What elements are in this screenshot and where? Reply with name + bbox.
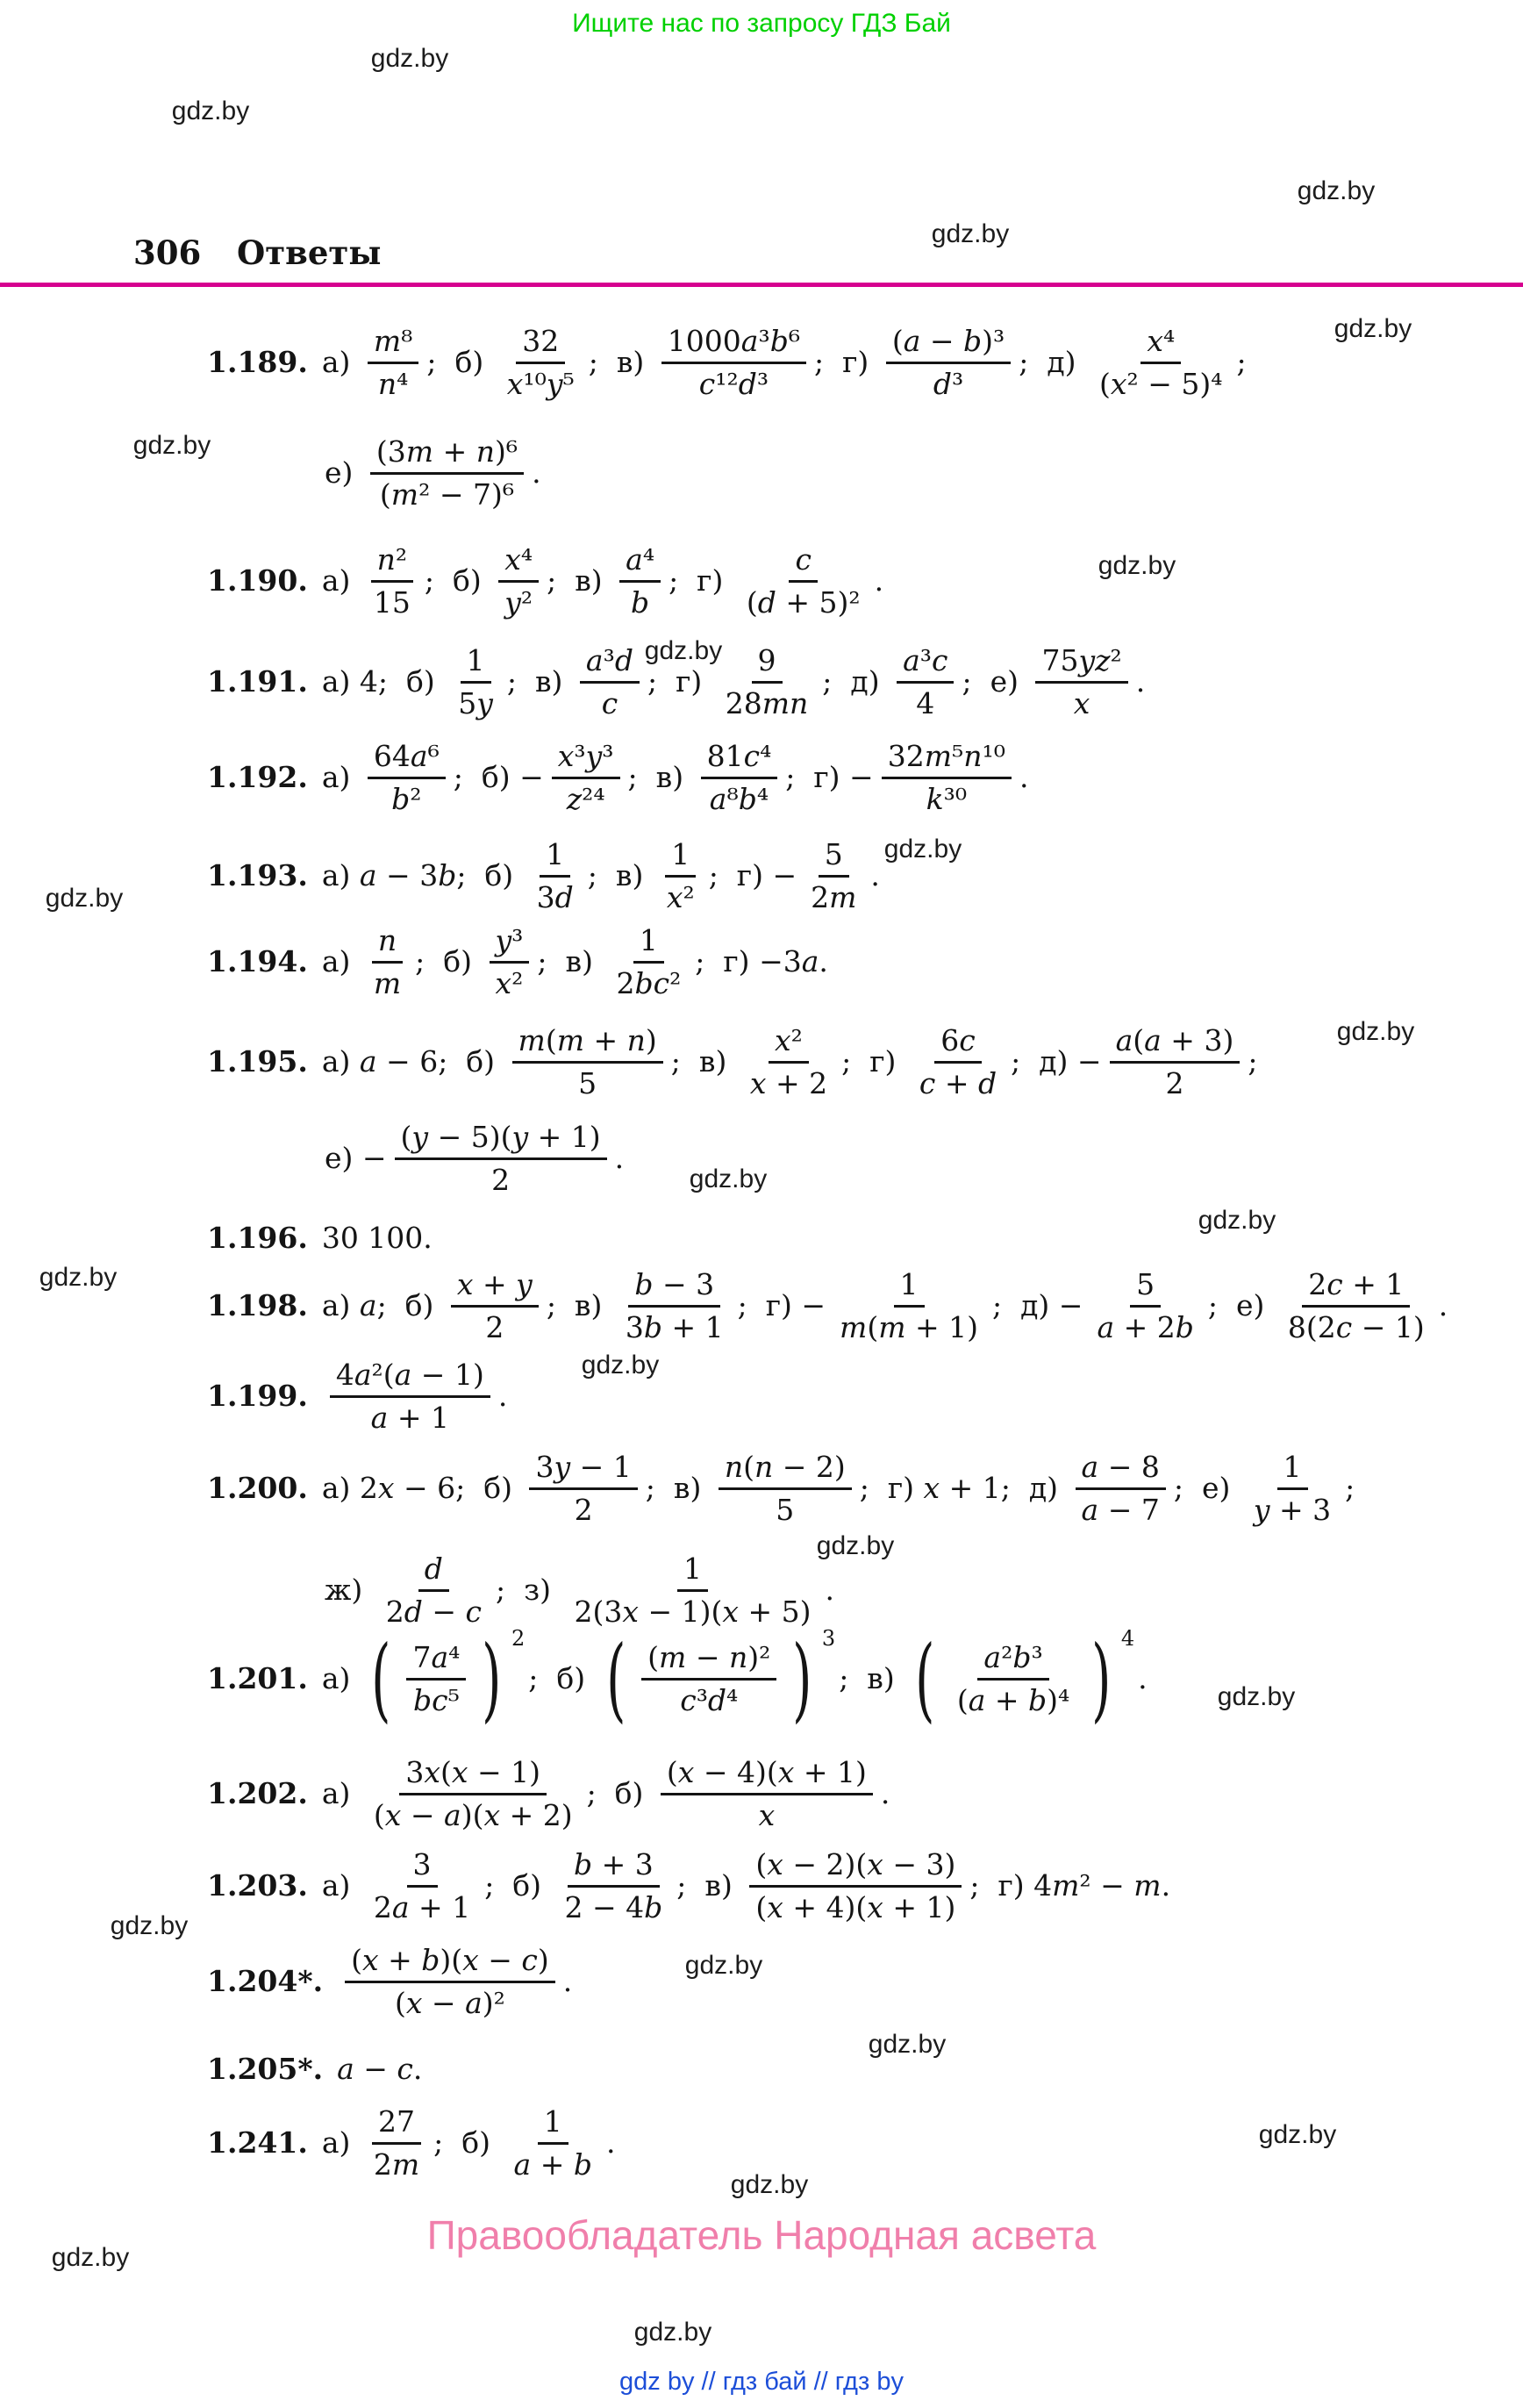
- fraction: $\frac{\text{n²}}{15}$: [368, 542, 417, 620]
- gdz-watermark: gdz.by: [684, 1951, 763, 1980]
- answer-text: ; г): [669, 563, 733, 598]
- gdz-watermark: gdz.by: [868, 2030, 947, 2059]
- fraction: $\frac{1}{5y}$: [458, 643, 493, 720]
- answer-row: [207, 1267, 1448, 1344]
- fraction: $\frac{6c}{c + d}$: [919, 1023, 997, 1100]
- fraction: $\frac{32}{\text{x¹⁰y⁵}}$: [506, 324, 575, 401]
- answer-row: [207, 1755, 890, 1832]
- fraction: $\frac{\text{(m − n)²}}{\text{c³d⁴}}$: [641, 1640, 776, 1717]
- fraction: $\frac{\text{7a⁴}}{\text{bc⁵}}$: [406, 1640, 466, 1717]
- fraction: $\frac{d}{2d - c}$: [385, 1552, 482, 1629]
- gdz-watermark: gdz.by: [51, 2243, 130, 2272]
- fraction: $\frac{\text{(a − b)³}}{\text{d³}}$: [886, 324, 1011, 401]
- fraction: $\frac{1}{a + b}$: [513, 2104, 592, 2182]
- exponent: 3: [821, 1626, 836, 1651]
- answer-text: а): [321, 563, 360, 598]
- answer-text: .: [1019, 760, 1029, 795]
- answer-text: ; д) −: [992, 1288, 1083, 1323]
- gdz-watermark: gdz.by: [1334, 314, 1412, 343]
- answer-number: 1.194.: [207, 944, 308, 979]
- answer-text: .: [1438, 1288, 1448, 1323]
- fraction: $\frac{\text{a²b³}}{\text{(a + b)⁴}}$: [956, 1640, 1070, 1717]
- fraction: $\frac{\text{a⁴}}{b}$: [619, 542, 661, 620]
- answer-text: ; в): [547, 563, 612, 598]
- answer-number: 1.204*.: [207, 1964, 324, 1999]
- answer-number: 1.190.: [207, 563, 308, 598]
- gdz-watermark: gdz.by: [644, 636, 723, 665]
- answer-text: ; в): [839, 1661, 905, 1696]
- answer-text: а): [321, 1288, 360, 1323]
- gdz-watermark: gdz.by: [730, 2170, 809, 2199]
- math-expression: −3a: [759, 944, 819, 979]
- math-expression: a − 3b: [359, 858, 457, 893]
- fraction: $\frac{\text{x⁴}}{\text{y²}}$: [498, 542, 539, 620]
- fraction: $\frac{\text{x²}}{x + 2}$: [749, 1023, 828, 1100]
- answer-row: [207, 1023, 1257, 1100]
- answer-text: .: [412, 2052, 423, 2086]
- answer-text: ; д): [822, 664, 890, 699]
- answer-text: ; б): [426, 345, 493, 380]
- answer-text: ; в): [506, 664, 572, 699]
- page-number: 306: [133, 233, 202, 272]
- answer-text: .: [532, 455, 541, 491]
- answer-row: [207, 1450, 1355, 1527]
- answer-text: .: [1161, 1868, 1171, 1903]
- math-expression: 4m² − m: [1033, 1868, 1162, 1903]
- answer-row: [207, 2104, 615, 2182]
- gdz-watermark: gdz.by: [171, 97, 250, 125]
- fraction: $\frac{\text{4a²(a − 1)}}{a + 1}$: [330, 1358, 490, 1435]
- fraction: $\frac{2c + 1}{8(2c - 1)}$: [1287, 1267, 1425, 1344]
- answer-text: а): [321, 1868, 360, 1903]
- fraction: $\frac{n(n - 2)}{5}$: [719, 1450, 852, 1527]
- answer-text: ; д): [1000, 1471, 1068, 1506]
- answer-text: ; б): [424, 563, 491, 598]
- answer-row: [207, 2052, 422, 2087]
- fraction: $\frac{3x(x - 1)}{(x - a)(x + 2)}$: [373, 1755, 573, 1832]
- gdz-watermark: gdz.by: [39, 1263, 118, 1292]
- answer-number: 1.202.: [207, 1776, 308, 1811]
- answer-text: ; в): [670, 1044, 736, 1079]
- fraction: $\frac{1}{y + 3}$: [1253, 1450, 1332, 1527]
- fraction: $\frac{5}{a + 2b}$: [1097, 1267, 1194, 1344]
- answer-text: ; г): [859, 1471, 924, 1506]
- answer-text: .: [880, 1776, 890, 1811]
- answer-text: а): [321, 944, 360, 979]
- answer-text: .: [870, 858, 880, 893]
- powered-fraction: ( $\frac{\text{7a⁴}}{\text{bc⁵}}$ ) $^2$: [371, 1625, 526, 1733]
- answer-number: 1.203.: [207, 1868, 308, 1903]
- answer-text: а): [321, 1044, 360, 1079]
- answer-text: е) −: [325, 1141, 387, 1176]
- answer-text: ; в): [537, 944, 603, 979]
- answer-text: ; г) −: [785, 760, 874, 795]
- answer-text: .: [819, 944, 828, 979]
- answer-row: [207, 1847, 1170, 1924]
- answer-text: ; е): [1207, 1288, 1274, 1323]
- answer-text: а): [321, 1471, 360, 1506]
- answer-text: ; г) −: [708, 858, 797, 893]
- gdz-watermark: gdz.by: [45, 884, 124, 913]
- answer-number: 1.200.: [207, 1471, 308, 1506]
- exponent: 4: [1120, 1626, 1135, 1651]
- answer-number: 1.198.: [207, 1288, 308, 1323]
- header-rule: [0, 283, 1523, 287]
- fraction: $\frac{\text{64a⁶}}{\text{b²}}$: [368, 739, 446, 816]
- gdz-watermark: gdz.by: [581, 1351, 660, 1380]
- fraction: $\frac{x + y}{2}$: [451, 1267, 539, 1344]
- exponent: 2: [511, 1626, 526, 1651]
- answer-text: .: [614, 1141, 625, 1176]
- math-expression: a − 6: [359, 1044, 439, 1079]
- fraction: $\frac{m(m + n)}{5}$: [512, 1023, 663, 1100]
- answer-text: .: [874, 563, 884, 598]
- answer-text: ; б) −: [453, 760, 544, 795]
- answer-row: [207, 542, 883, 620]
- answer-row: [207, 324, 1247, 401]
- answer-text: ; з): [495, 1573, 561, 1608]
- answer-row: [207, 1221, 433, 1256]
- fraction: $\frac{27}{2m}$: [373, 2104, 420, 2182]
- answer-text: а): [321, 664, 360, 699]
- answer-text: ; г) −: [737, 1288, 826, 1323]
- answer-text: ; в): [546, 1288, 611, 1323]
- fraction: $\frac{(x + b)(x - c)}{\text{(x − a)²}}$: [345, 1943, 555, 2020]
- fraction: $\frac{\text{32m⁵n¹⁰}}{\text{k³⁰}}$: [882, 739, 1012, 816]
- answer-row: [207, 1943, 572, 2020]
- math-expression: 2x − 6: [359, 1471, 456, 1506]
- fraction: $\frac{1}{3d}$: [536, 837, 574, 914]
- fraction: $\frac{\text{(3m + n)⁶}}{\text{(m² − 7)⁶}}$: [370, 434, 524, 512]
- fraction: $\frac{1}{\text{x²}}$: [666, 837, 695, 914]
- powered-fraction: ( $\frac{\text{a²b³}}{\text{(a + b)⁴}}$ ) $^4$: [915, 1625, 1135, 1733]
- gdz-watermark: gdz.by: [1297, 176, 1376, 205]
- math-expression: 4: [359, 664, 378, 699]
- answer-text: ; в): [627, 760, 693, 795]
- answer-row: [207, 923, 828, 1000]
- answer-number: 1.196.: [207, 1221, 308, 1255]
- gdz-watermark: gdz.by: [370, 44, 449, 73]
- fraction: $\frac{a - 8}{a - 7}$: [1076, 1450, 1166, 1527]
- answer-text: а): [321, 1661, 360, 1696]
- answer-text: ; в): [645, 1471, 711, 1506]
- answer-text: ; д): [1019, 345, 1086, 380]
- gdz-watermark: gdz.by: [816, 1531, 895, 1560]
- fraction: $\frac{\text{x³y³}}{\text{z²⁴}}$: [552, 739, 620, 816]
- answer-row: [207, 643, 1145, 720]
- fraction: $\frac{\text{1000a³b⁶}}{\text{c¹²d³}}$: [661, 324, 806, 401]
- fraction: $\frac{(x - 4)(x + 1)}{x}$: [661, 1755, 873, 1832]
- answer-text: ; г): [969, 1868, 1034, 1903]
- answer-text: е): [325, 455, 362, 491]
- answer-row: [207, 837, 880, 914]
- answer-text: .: [1135, 664, 1146, 699]
- gdz-watermark: gdz.by: [931, 219, 1010, 248]
- gdz-watermark: gdz.by: [1198, 1206, 1276, 1235]
- answer-text: .: [497, 1379, 508, 1414]
- answer-text: ; д) −: [1011, 1044, 1102, 1079]
- answer-text: ;: [1345, 1471, 1355, 1506]
- gdz-watermark: gdz.by: [689, 1165, 768, 1193]
- fraction: $\frac{\text{a³d}}{c}$: [580, 643, 640, 720]
- answer-row: [325, 1120, 624, 1197]
- fraction: $\frac{(y - 5)(y + 1)}{2}$: [395, 1120, 607, 1197]
- fraction: $\frac{c}{\text{(d + 5)²}}$: [746, 542, 861, 620]
- answer-row: [207, 1358, 507, 1435]
- answer-number: 1.189.: [207, 345, 308, 380]
- fraction: $\frac{b + 3}{2 - 4b}$: [564, 1847, 663, 1924]
- answer-text: а): [321, 858, 360, 893]
- answer-text: ; в): [588, 345, 654, 380]
- answer-text: .: [562, 1964, 573, 1999]
- answer-text: ; в): [587, 858, 653, 893]
- copyright-notice: Правообладатель Народная асвета: [426, 2212, 1097, 2258]
- answer-text: .: [605, 2125, 616, 2161]
- answer-text: а): [321, 1776, 360, 1811]
- answer-text: ; г): [695, 944, 760, 979]
- answer-text: ; б): [438, 1044, 504, 1079]
- answer-text: ; г): [814, 345, 878, 380]
- math-expression: a − c: [337, 2052, 413, 2086]
- fraction: $\frac{\text{75yz²}}{x}$: [1035, 643, 1127, 720]
- answer-number: 1.192.: [207, 760, 308, 795]
- gdz-watermark: gdz.by: [1336, 1017, 1415, 1046]
- answer-text: ;: [1236, 345, 1247, 380]
- fraction: $\frac{1}{m(m + 1)}$: [840, 1267, 979, 1344]
- fraction: $\frac{3y - 1}{2}$: [529, 1450, 637, 1527]
- section-title: Ответы: [237, 233, 382, 272]
- answer-row: [325, 434, 541, 512]
- answer-text: ; б): [455, 1471, 522, 1506]
- gdz-watermark: gdz.by: [1217, 1682, 1296, 1711]
- math-expression: a: [359, 1288, 377, 1323]
- answer-row: [207, 1625, 1148, 1733]
- answer-text: ; г): [647, 664, 711, 699]
- answer-text: ж): [325, 1573, 372, 1608]
- gdz-watermark: gdz.by: [633, 2318, 712, 2347]
- fraction: $\frac{\text{x⁴}}{\text{(x² − 5)⁴}}$: [1099, 324, 1223, 401]
- answer-text: ; б): [586, 1776, 653, 1811]
- answer-text: ; б): [528, 1661, 595, 1696]
- fraction: $\frac{b - 3}{3b + 1}$: [625, 1267, 724, 1344]
- answer-text: ; б): [415, 944, 482, 979]
- answer-number: 1.241.: [207, 2125, 308, 2161]
- answer-text: .: [825, 1573, 834, 1608]
- fraction: $\frac{1}{2(3x - 1)(x + 5)}$: [574, 1552, 812, 1629]
- answer-text: ; в): [676, 1868, 742, 1903]
- answer-number: 1.193.: [207, 858, 308, 893]
- answer-text: ; г): [841, 1044, 905, 1079]
- answer-text: а): [321, 345, 360, 380]
- gdz-watermark: gdz.by: [1258, 2120, 1337, 2149]
- fraction: $\frac{n}{m}$: [373, 923, 402, 1000]
- answer-text: ; е): [962, 664, 1028, 699]
- answer-text: ; б): [376, 1288, 443, 1323]
- search-promo-banner: Ищите нас по запросу ГДЗ Бай: [572, 9, 951, 38]
- fraction: $\frac{1}{\text{2bc²}}$: [616, 923, 682, 1000]
- powered-fraction: ( $\frac{\text{(m − n)²}}{\text{c³d⁴}}$ ) $^3$: [605, 1625, 836, 1733]
- answer-number: 1.195.: [207, 1044, 308, 1079]
- answer-row: [207, 739, 1028, 816]
- fraction: $\frac{(x - 2)(x - 3)}{(x + 4)(x + 1)}$: [749, 1847, 962, 1924]
- fraction: $\frac{\text{m⁸}}{\text{n⁴}}$: [368, 324, 419, 401]
- gdz-watermark: gdz.by: [1098, 551, 1176, 580]
- answer-text: 30 100.: [321, 1221, 433, 1255]
- answer-text: а): [321, 760, 360, 795]
- answer-number: 1.191.: [207, 664, 308, 699]
- gdz-watermark: gdz.by: [110, 1911, 189, 1940]
- answer-text: ; б): [456, 858, 523, 893]
- answer-row: [325, 1552, 834, 1629]
- answer-number: 1.201.: [207, 1661, 308, 1696]
- answer-text: .: [1138, 1661, 1148, 1696]
- math-expression: x + 1: [923, 1471, 1001, 1506]
- fraction: $\frac{\text{81c⁴}}{\text{a⁸b⁴}}$: [701, 739, 778, 816]
- answer-text: ; б): [377, 664, 445, 699]
- answer-text: ;: [1248, 1044, 1258, 1079]
- fraction: $\frac{\text{y³}}{\text{x²}}$: [490, 923, 530, 1000]
- fraction: $\frac{\text{a³c}}{4}$: [897, 643, 954, 720]
- fraction: $\frac{3}{2a + 1}$: [373, 1847, 471, 1924]
- gdz-watermark: gdz.by: [883, 835, 962, 864]
- gdz-watermark: gdz.by: [132, 431, 211, 460]
- answer-number: 1.205*.: [207, 2052, 324, 2086]
- footer-links[interactable]: gdz by // гдз бай // гдз by: [619, 2368, 904, 2396]
- answer-text: ; е): [1173, 1471, 1240, 1506]
- fraction: $\frac{a(a + 3)}{2}$: [1110, 1023, 1241, 1100]
- answer-number: 1.199.: [207, 1379, 308, 1414]
- answer-text: а): [321, 2125, 360, 2161]
- fraction: $\frac{5}{2m}$: [811, 837, 857, 914]
- answer-text: ; б): [433, 2125, 500, 2161]
- answer-text: ; б): [484, 1868, 551, 1903]
- fraction: $\frac{9}{28mn}$: [725, 643, 809, 720]
